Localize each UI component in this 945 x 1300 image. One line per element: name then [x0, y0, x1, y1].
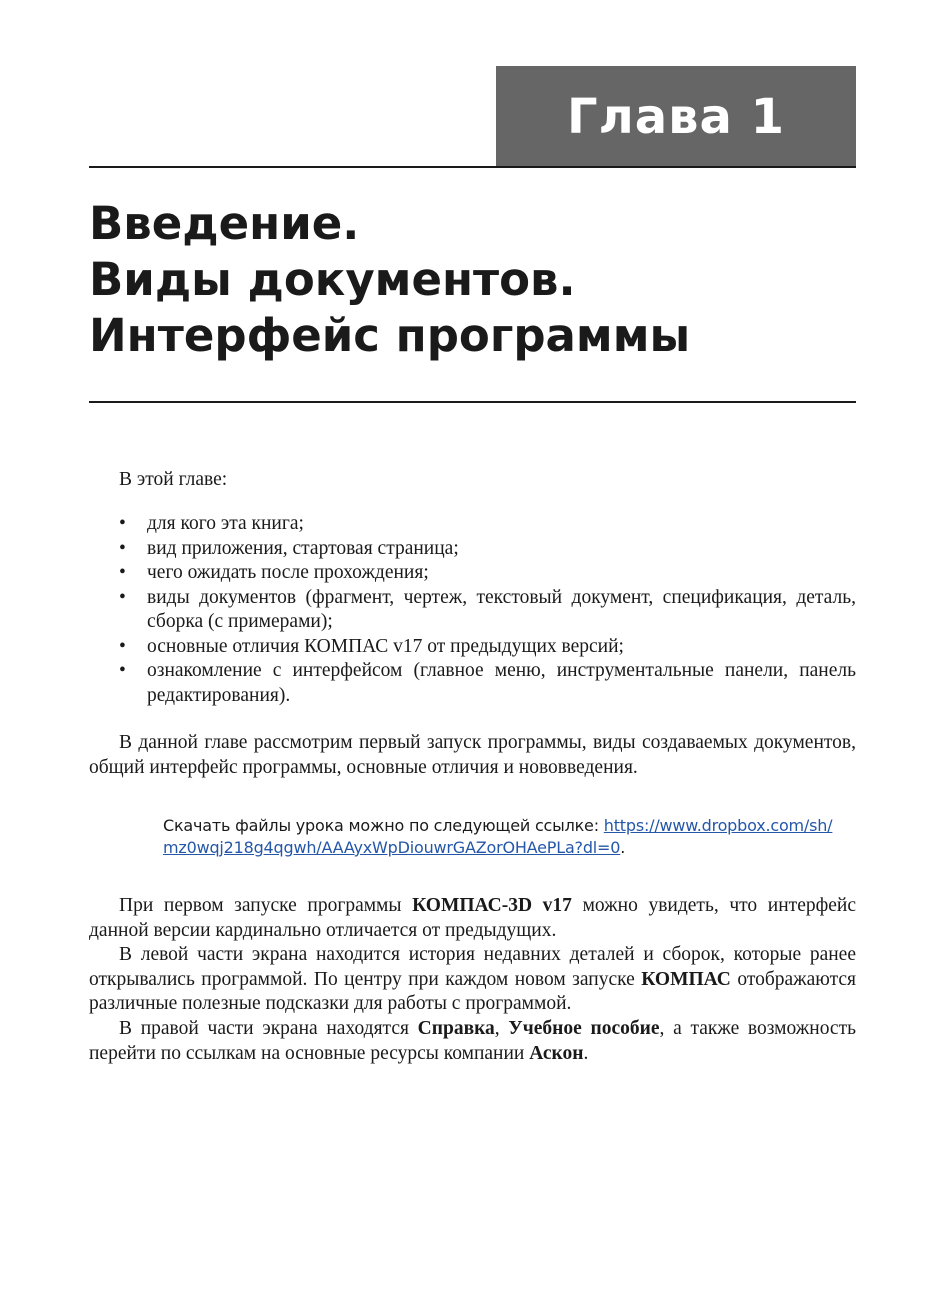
- paragraph-text: отображаются различные полезные подсказки для работы с программой.: [89, 968, 856, 1014]
- paragraph-text: ,: [494, 1018, 509, 1039]
- paragraph-first-launch: [89, 894, 856, 943]
- list-item: [89, 659, 856, 708]
- paragraph-overview: В данной главе рассмотрим первый запуск программы, виды создаваемых документов, общий интерфейс программы, основные отличия и нововведения.: [89, 732, 856, 778]
- paragraph-text: можно увидеть, что интерфейс данной версии кардинально отличается от предыдущих.: [89, 895, 856, 941]
- list-item: [89, 512, 856, 537]
- list-item-text: основные отличия КОМПАС v17 от предыдущих версий;: [147, 635, 624, 657]
- paragraph-text: В левой части экрана находится история недавних деталей и сборок, которые ранее открывались программой. По центру при каждом новом запуске: [89, 944, 856, 990]
- product-name: КОМПАС-3D v17: [412, 895, 572, 916]
- list-item-text: для кого эта книга;: [147, 513, 304, 534]
- bullet-icon: •: [119, 635, 126, 657]
- bullet-icon: •: [119, 660, 126, 681]
- title-line: Введение.: [89, 197, 360, 250]
- paragraph-text: В правой части экрана находятся: [119, 1018, 418, 1039]
- product-name: КОМПАС: [641, 968, 731, 990]
- list-item-text: вид приложения, стартовая страница;: [147, 537, 459, 559]
- chapter-label: Глава 1: [496, 66, 856, 167]
- download-note-text: Скачать файлы урока можно по следующей ссылке:: [163, 816, 604, 835]
- list-item: [89, 635, 856, 660]
- list-item-text: чего ожидать после прохождения;: [147, 562, 429, 583]
- title-line: Виды документов.: [89, 253, 576, 306]
- bullet-list: [89, 512, 856, 708]
- download-note-trailing: .: [620, 838, 626, 857]
- list-item-text: ознакомление с интерфейсом (главное меню, инструментальные панели, панель редактирования).: [147, 660, 856, 706]
- help-term: Справка: [417, 1018, 495, 1039]
- paragraph-text: , а также возможность перейти по ссылкам на основные ресурсы компании: [89, 1018, 857, 1064]
- bullet-icon: •: [119, 562, 126, 583]
- list-item: [89, 537, 856, 562]
- list-item-text: виды документов (фрагмент, чертеж, текстовый документ, спецификация, деталь, сборка (с примерами);: [147, 586, 856, 632]
- paragraph-right-panel: [89, 1017, 856, 1066]
- title-line: Интерфейс программы: [89, 309, 691, 362]
- download-link-line2: mz0wqj218g4qgwh/AAAyxWpDiouwrGAZorOHAePLa?dl=0: [163, 838, 621, 857]
- list-item: [89, 586, 856, 635]
- bottom-divider: [89, 401, 856, 403]
- top-divider: [89, 166, 856, 168]
- download-link-line1: https://www.dropbox.com/sh/: [603, 816, 833, 835]
- tutorial-term: Учебное пособие: [508, 1018, 660, 1039]
- chapter-title: [89, 196, 856, 364]
- bullet-icon: •: [119, 586, 126, 608]
- bullet-icon: •: [119, 537, 126, 559]
- bullet-icon: •: [119, 513, 126, 534]
- company-name: Аскон: [529, 1042, 584, 1064]
- paragraph-text: При первом запуске программы: [119, 895, 413, 916]
- list-item: [89, 561, 856, 586]
- paragraph-text: .: [583, 1042, 589, 1064]
- intro-text: В этой главе:: [119, 469, 228, 490]
- paragraph-left-panel: [89, 943, 856, 1017]
- download-note: [163, 815, 843, 859]
